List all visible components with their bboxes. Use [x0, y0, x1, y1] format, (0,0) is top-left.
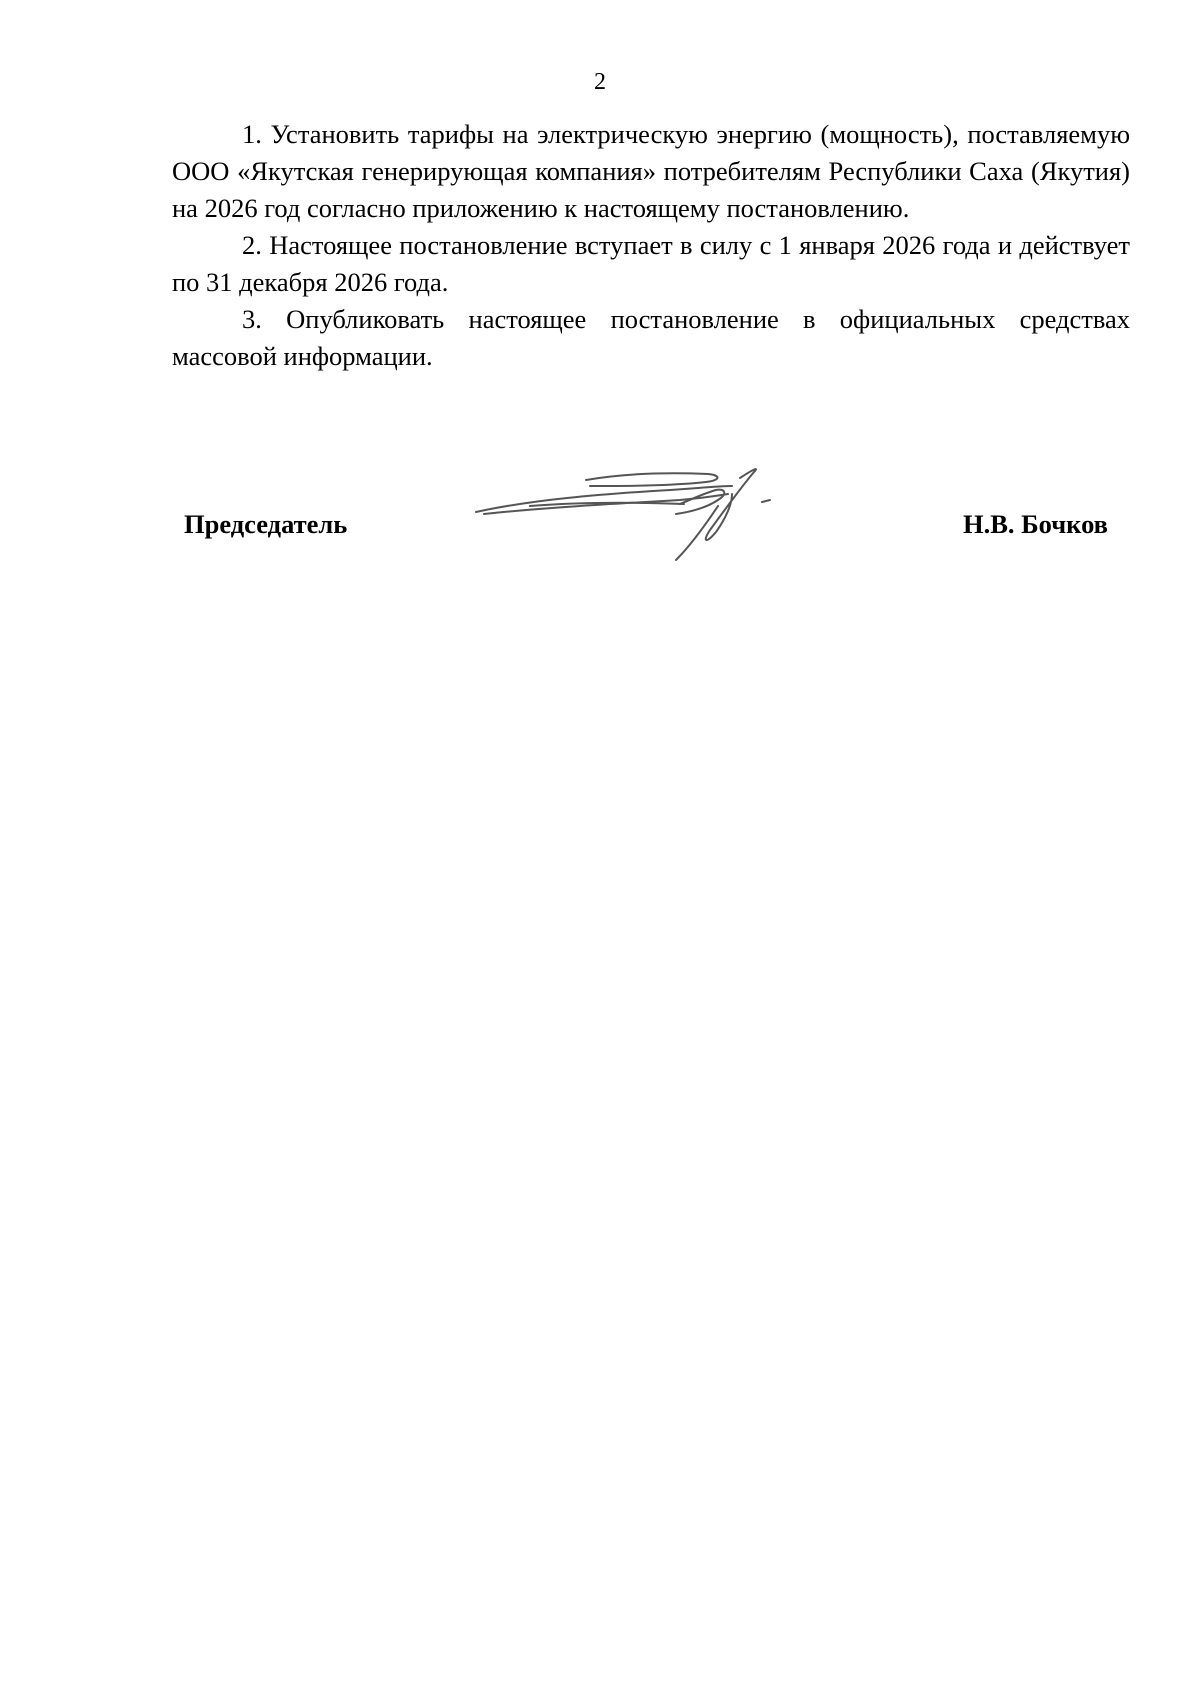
signature-block: [0, 460, 1200, 570]
document-body: [172, 116, 1130, 375]
signatory-position: Председатель: [184, 509, 348, 539]
paragraph-3: 3. Опубликовать настоящее постановление в официальных средствах массовой информации.: [172, 304, 1130, 371]
page-number: 2: [594, 69, 606, 95]
signatory-name: Н.В. Бочков: [962, 509, 1108, 539]
paragraph-1: 1. Установить тарифы на электрическую энергию (мощность), поставляемую ООО «Якутская генерирующая компания» потребителям Республики Саха (Якутия) на 2026 год согласно приложению к настоящему постановлению.: [172, 119, 1130, 223]
handwritten-signature-icon: [470, 460, 790, 570]
paragraph-2: 2. Настоящее постановление вступает в силу с 1 января 2026 года и действует по 31 декабря 2026 года.: [172, 230, 1130, 297]
